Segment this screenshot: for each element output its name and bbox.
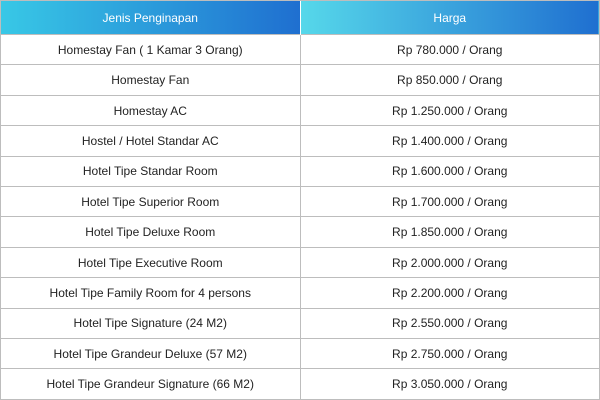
cell-price: Rp 2.750.000 / Orang [300, 339, 599, 369]
cell-price: Rp 3.050.000 / Orang [300, 369, 599, 399]
header-accommodation-type: Jenis Penginapan [1, 1, 300, 35]
cell-price: Rp 780.000 / Orang [300, 35, 599, 65]
table-row [1, 35, 599, 65]
cell-price: Rp 1.250.000 / Orang [300, 95, 599, 125]
table-row [1, 187, 599, 217]
table-row [1, 308, 599, 338]
table-header [1, 1, 599, 35]
cell-price: Rp 1.600.000 / Orang [300, 156, 599, 186]
table-row [1, 247, 599, 277]
cell-price: Rp 2.200.000 / Orang [300, 278, 599, 308]
table-row [1, 339, 599, 369]
cell-price: Rp 1.850.000 / Orang [300, 217, 599, 247]
cell-accommodation-type: Homestay AC [1, 95, 300, 125]
cell-accommodation-type: Homestay Fan ( 1 Kamar 3 Orang) [1, 35, 300, 65]
table-row [1, 369, 599, 399]
cell-accommodation-type: Hotel Tipe Superior Room [1, 187, 300, 217]
cell-accommodation-type: Hotel Tipe Grandeur Deluxe (57 M2) [1, 339, 300, 369]
cell-price: Rp 2.550.000 / Orang [300, 308, 599, 338]
header-price: Harga [300, 1, 599, 35]
header-row [1, 1, 599, 35]
cell-accommodation-type: Hotel Tipe Family Room for 4 persons [1, 278, 300, 308]
cell-price: Rp 1.400.000 / Orang [300, 126, 599, 156]
table-row [1, 95, 599, 125]
cell-accommodation-type: Hostel / Hotel Standar AC [1, 126, 300, 156]
cell-price: Rp 1.700.000 / Orang [300, 187, 599, 217]
cell-accommodation-type: Hotel Tipe Deluxe Room [1, 217, 300, 247]
price-table [1, 1, 599, 399]
cell-price: Rp 850.000 / Orang [300, 65, 599, 95]
cell-accommodation-type: Hotel Tipe Grandeur Signature (66 M2) [1, 369, 300, 399]
table-row [1, 278, 599, 308]
table-row [1, 126, 599, 156]
table-row [1, 65, 599, 95]
cell-accommodation-type: Homestay Fan [1, 65, 300, 95]
table-body [1, 35, 599, 400]
cell-price: Rp 2.000.000 / Orang [300, 247, 599, 277]
table-row [1, 156, 599, 186]
cell-accommodation-type: Hotel Tipe Standar Room [1, 156, 300, 186]
table-row [1, 217, 599, 247]
cell-accommodation-type: Hotel Tipe Executive Room [1, 247, 300, 277]
cell-accommodation-type: Hotel Tipe Signature (24 M2) [1, 308, 300, 338]
